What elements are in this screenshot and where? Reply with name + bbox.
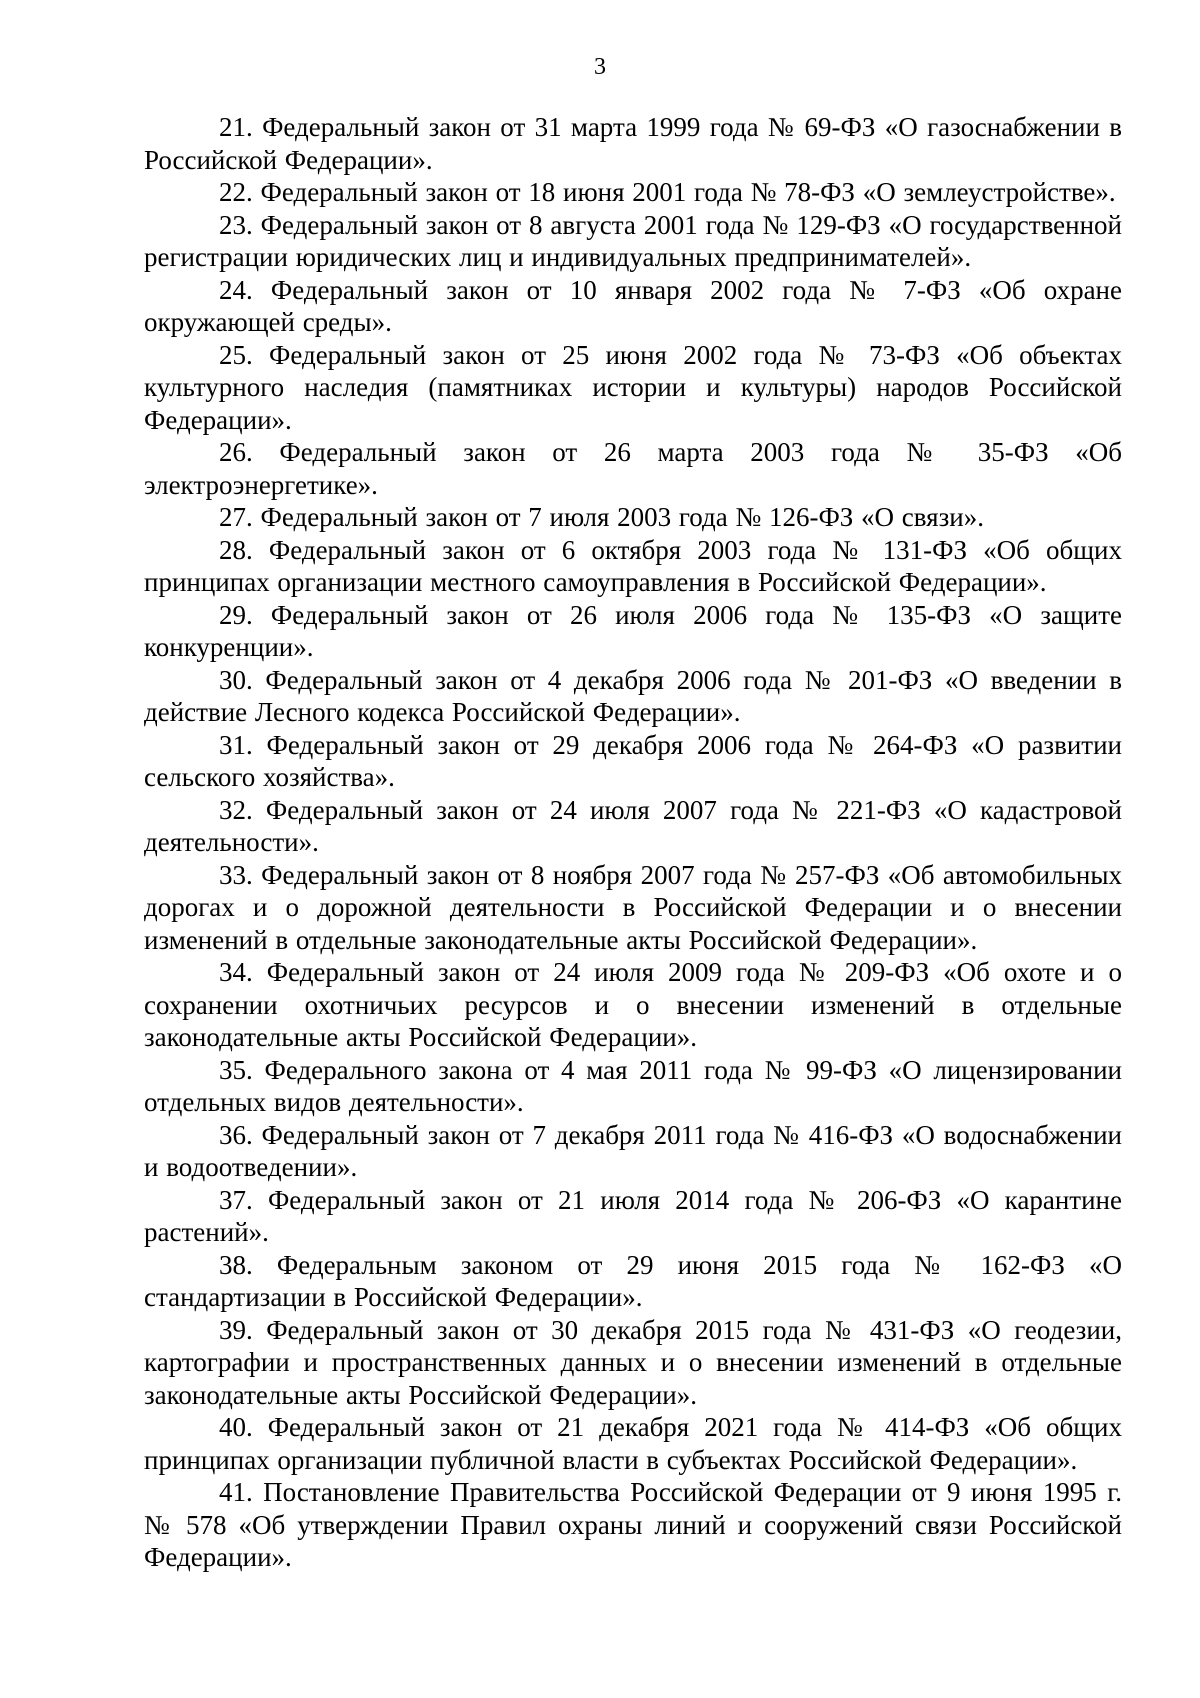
list-item: 23. Федеральный закон от 8 августа 2001 года № 129-ФЗ «О государственной регистрации юридических лиц и индивидуальных предпринимателей».	[144, 209, 1122, 272]
list-item: 36. Федеральный закон от 7 декабря 2011 года № 416-ФЗ «О водоснабжении и водоотведении».	[144, 1119, 1122, 1182]
list-item: 33. Федеральный закон от 8 ноября 2007 года № 257-ФЗ «Об автомобильных дорогах и о дорожной деятельности в Российской Федерации и о внесении изменений в отдельные законодательные акты Российской Федерации».	[144, 859, 1122, 955]
list-item: 24. Федеральный закон от 10 января 2002 года № 7-ФЗ «Об охране окружающей среды».	[144, 274, 1122, 337]
list-item: 39. Федеральный закон от 30 декабря 2015 года № 431-ФЗ «О геодезии, картографии и пространственных данных и о внесении изменений в отдельные законодательные акты Российской Федерации».	[144, 1314, 1122, 1410]
list-item: 22. Федеральный закон от 18 июня 2001 года № 78-ФЗ «О землеустройстве».	[219, 177, 1116, 207]
list-item: 31. Федеральный закон от 29 декабря 2006 года № 264-ФЗ «О развитии сельского хозяйства».	[144, 729, 1122, 792]
list-item: 32. Федеральный закон от 24 июля 2007 года № 221-ФЗ «О кадастровой деятельности».	[144, 794, 1122, 857]
list-item: 28. Федеральный закон от 6 октября 2003 года № 131-ФЗ «Об общих принципах организации местного самоуправления в Российской Федерации».	[144, 534, 1122, 597]
list-item: 40. Федеральный закон от 21 декабря 2021 года № 414-ФЗ «Об общих принципах организации публичной власти в субъектах Российской Федерации».	[144, 1412, 1122, 1475]
list-item: 41. Постановление Правительства Российской Федерации от 9 июня 1995 г. № 578 «Об утверждении Правил охраны линий и сооружений связи Российской Федерации».	[144, 1477, 1122, 1572]
page-number: 3	[594, 54, 606, 80]
list-item: 27. Федеральный закон от 7 июля 2003 года № 126-ФЗ «О связи».	[219, 502, 984, 532]
list-item: 35. Федерального закона от 4 мая 2011 года № 99-ФЗ «О лицензировании отдельных видов деятельности».	[144, 1054, 1122, 1117]
list-item: 21. Федеральный закон от 31 марта 1999 года № 69-ФЗ «О газоснабжении в Российской Федерации».	[144, 112, 1122, 175]
list-item: 30. Федеральный закон от 4 декабря 2006 года № 201-ФЗ «О введении в действие Лесного кодекса Российской Федерации».	[144, 664, 1122, 727]
list-item: 37. Федеральный закон от 21 июля 2014 года № 206-ФЗ «О карантине растений».	[144, 1184, 1122, 1247]
list-item: 34. Федеральный закон от 24 июля 2009 года № 209-ФЗ «Об охоте и о сохранении охотничьих ресурсов и о внесении изменений в отдельные законодательные акты Российской Федерации».	[144, 957, 1122, 1052]
legal-acts-list	[144, 111, 1122, 1574]
list-item: 26. Федеральный закон от 26 марта 2003 года № 35-ФЗ «Об электроэнергетике».	[144, 437, 1122, 500]
list-item: 38. Федеральным законом от 29 июня 2015 года № 162-ФЗ «О стандартизации в Российской Федерации».	[144, 1249, 1122, 1312]
list-item: 25. Федеральный закон от 25 июня 2002 года № 73-ФЗ «Об объектах культурного наследия (памятниках истории и культуры) народов Российской Федерации».	[144, 339, 1122, 435]
list-item: 29. Федеральный закон от 26 июля 2006 года № 135-ФЗ «О защите конкуренции».	[144, 599, 1122, 662]
